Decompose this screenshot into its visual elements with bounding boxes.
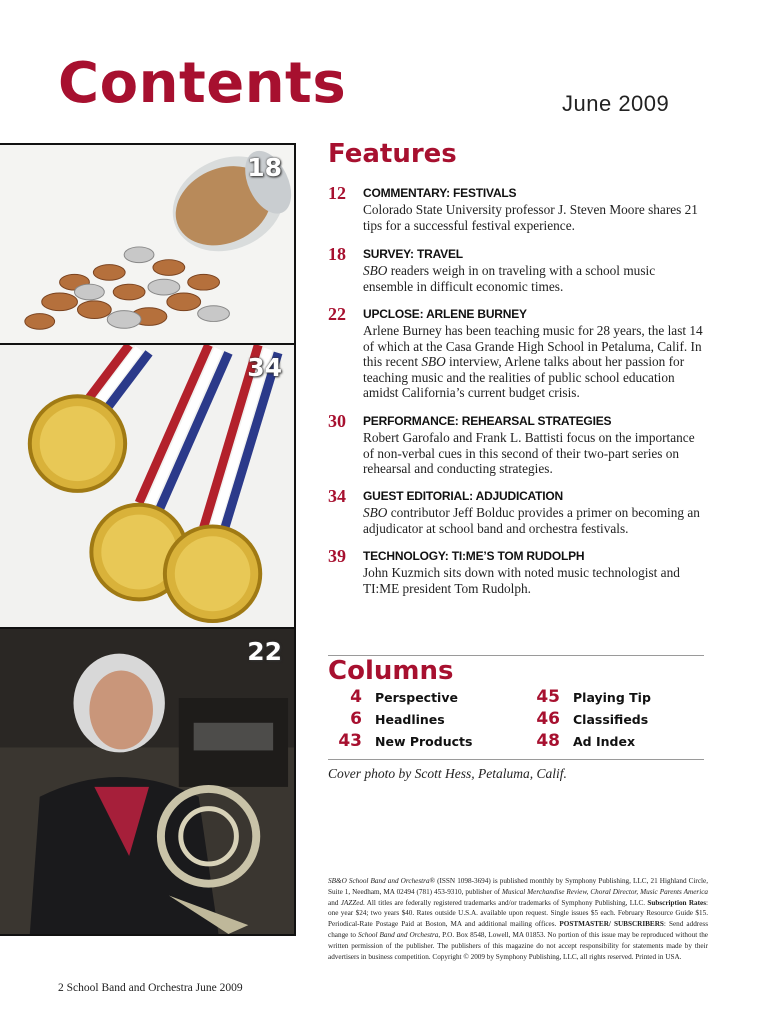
column-page-number: 45 [536,687,560,707]
feature-description [363,505,708,536]
issue-date: June 2009 [562,91,670,116]
feature-category: UPCLOSE: ARLENE BURNEY [363,307,527,321]
feature-category: COMMENTARY: FESTIVALS [363,186,517,200]
feature-description: John Kuzmich sits down with noted music technologist and TI:ME president Tom Rudolph. [363,565,680,596]
feature-category: TECHNOLOGY: TI:ME’S TOM RUDOLPH [363,549,585,563]
feature-page-number: 30 [328,411,346,431]
features-heading: Features [328,139,457,169]
feature-description: Robert Garofalo and Frank L. Battisti focus on the importance of non-verbal cues in this second of their two-part series on rehearsal and conducting strategies. [363,430,695,476]
notice-text: : one year $24; two years $40. Rates outside U.S.A. available upon request. Single issues $5 each. February Resource Guide $15. Periodical-Rate Postage Paid at Boston, MA and additional mailing offices. [328,898,708,929]
column-page-number: 6 [350,709,362,729]
column-page-number: 43 [338,731,362,751]
column-item[interactable] [518,687,560,709]
column-label[interactable]: Ad Index [573,734,636,749]
feature-description [363,323,708,401]
publication-name: School Band and Orchestra [357,930,439,939]
medals-photo [0,343,296,629]
photo-page-number: 34 [247,353,282,382]
feature-description-text: readers weigh in on traveling with a school music ensemble in difficult economic times. [363,263,656,294]
page-footer: 2 School Band and Orchestra June 2009 [58,982,243,994]
feature-description-text: Arlene Burney has been teaching music for 28 years, the last 14 of which at the Casa Grande High School in Petaluma, Calif. In this recent [363,323,703,369]
columns-heading: Columns [328,656,454,686]
notice-text: (ISSN 1098-3694) is published monthly by Symphony Publishing, LLC, 21 Highland Circle, Suite 1, Needham, MA 02494 (781) 453-9310, publisher of [328,877,708,896]
column-label[interactable]: Perspective [375,690,458,705]
publication-titles: JAZZed [340,898,364,907]
column-item[interactable] [320,709,362,731]
publication-titles: Musical Merchandise Review, Choral Director, Music Parents America [502,887,708,896]
feature-category: GUEST EDITORIAL: ADJUDICATION [363,489,563,503]
publication-name: SB&O School Band and Orchestra® [328,877,436,885]
column-label[interactable]: New Products [375,734,473,749]
column-item[interactable] [518,731,560,753]
notice-text: . All titles are federally registered trademarks and/or trademarks of Symphony Publishing, LLC. [363,898,648,907]
feature-description: Colorado State University professor J. Steven Moore shares 21 tips for a successful festival experience. [363,202,698,233]
page-title: Contents [58,51,347,116]
notice-label: Subscription Rates [647,898,706,907]
feature-page-number: 39 [328,546,346,566]
feature-description-text: contributor Jeff Bolduc provides a primer on becoming an adjudicator at school band and orchestra festivals. [363,505,700,536]
coins-photo [0,143,296,345]
column-page-number: 4 [350,687,362,707]
feature-category: SURVEY: TRAVEL [363,247,463,261]
photo-page-number: 18 [247,153,282,182]
cover-credit: Cover photo by Scott Hess, Petaluma, Calif. [328,766,567,781]
notice-text: : Send address change to [328,920,708,939]
column-label[interactable]: Classifieds [573,712,649,727]
column-page-number: 46 [536,709,560,729]
column-item[interactable] [518,709,560,731]
column-item[interactable] [320,731,362,753]
feature-description [363,263,708,294]
feature-page-number: 18 [328,244,346,264]
column-item[interactable] [320,687,362,709]
photo-page-number: 22 [247,637,282,666]
column-page-number: 48 [536,731,560,751]
feature-page-number: 22 [328,304,346,324]
magazine-abbrev: SBO [363,505,388,520]
feature-page-number: 34 [328,486,346,506]
notice-label: POSTMASTER/ SUBSCRIBERS [559,920,664,929]
feature-category: PERFORMANCE: REHEARSAL STRATEGIES [363,414,612,428]
magazine-abbrev: SBO [363,263,388,278]
publication-notice [328,876,708,962]
magazine-abbrev: SBO [421,354,446,369]
column-label[interactable]: Playing Tip [573,690,651,705]
divider [328,759,704,760]
notice-text: and [328,898,341,907]
feature-description-text: interview, Arlene talks about her passion for teaching music and the realities of public school education amidst California’s current budget crisis. [363,354,685,400]
notice-text: , P.O. Box 8548, Lowell, MA 01853. No portion of this issue may be reproduced without the written permission of the publisher. The publishers of this magazine do not accept responsibility for statements made by their advertisers in business competition. Copyright © 2009 by Symphony Publishing, LLC, all rights reserved. Printed in USA. [328,930,708,961]
feature-page-number: 12 [328,183,346,203]
portrait-photo [0,627,296,936]
column-label[interactable]: Headlines [375,712,445,727]
